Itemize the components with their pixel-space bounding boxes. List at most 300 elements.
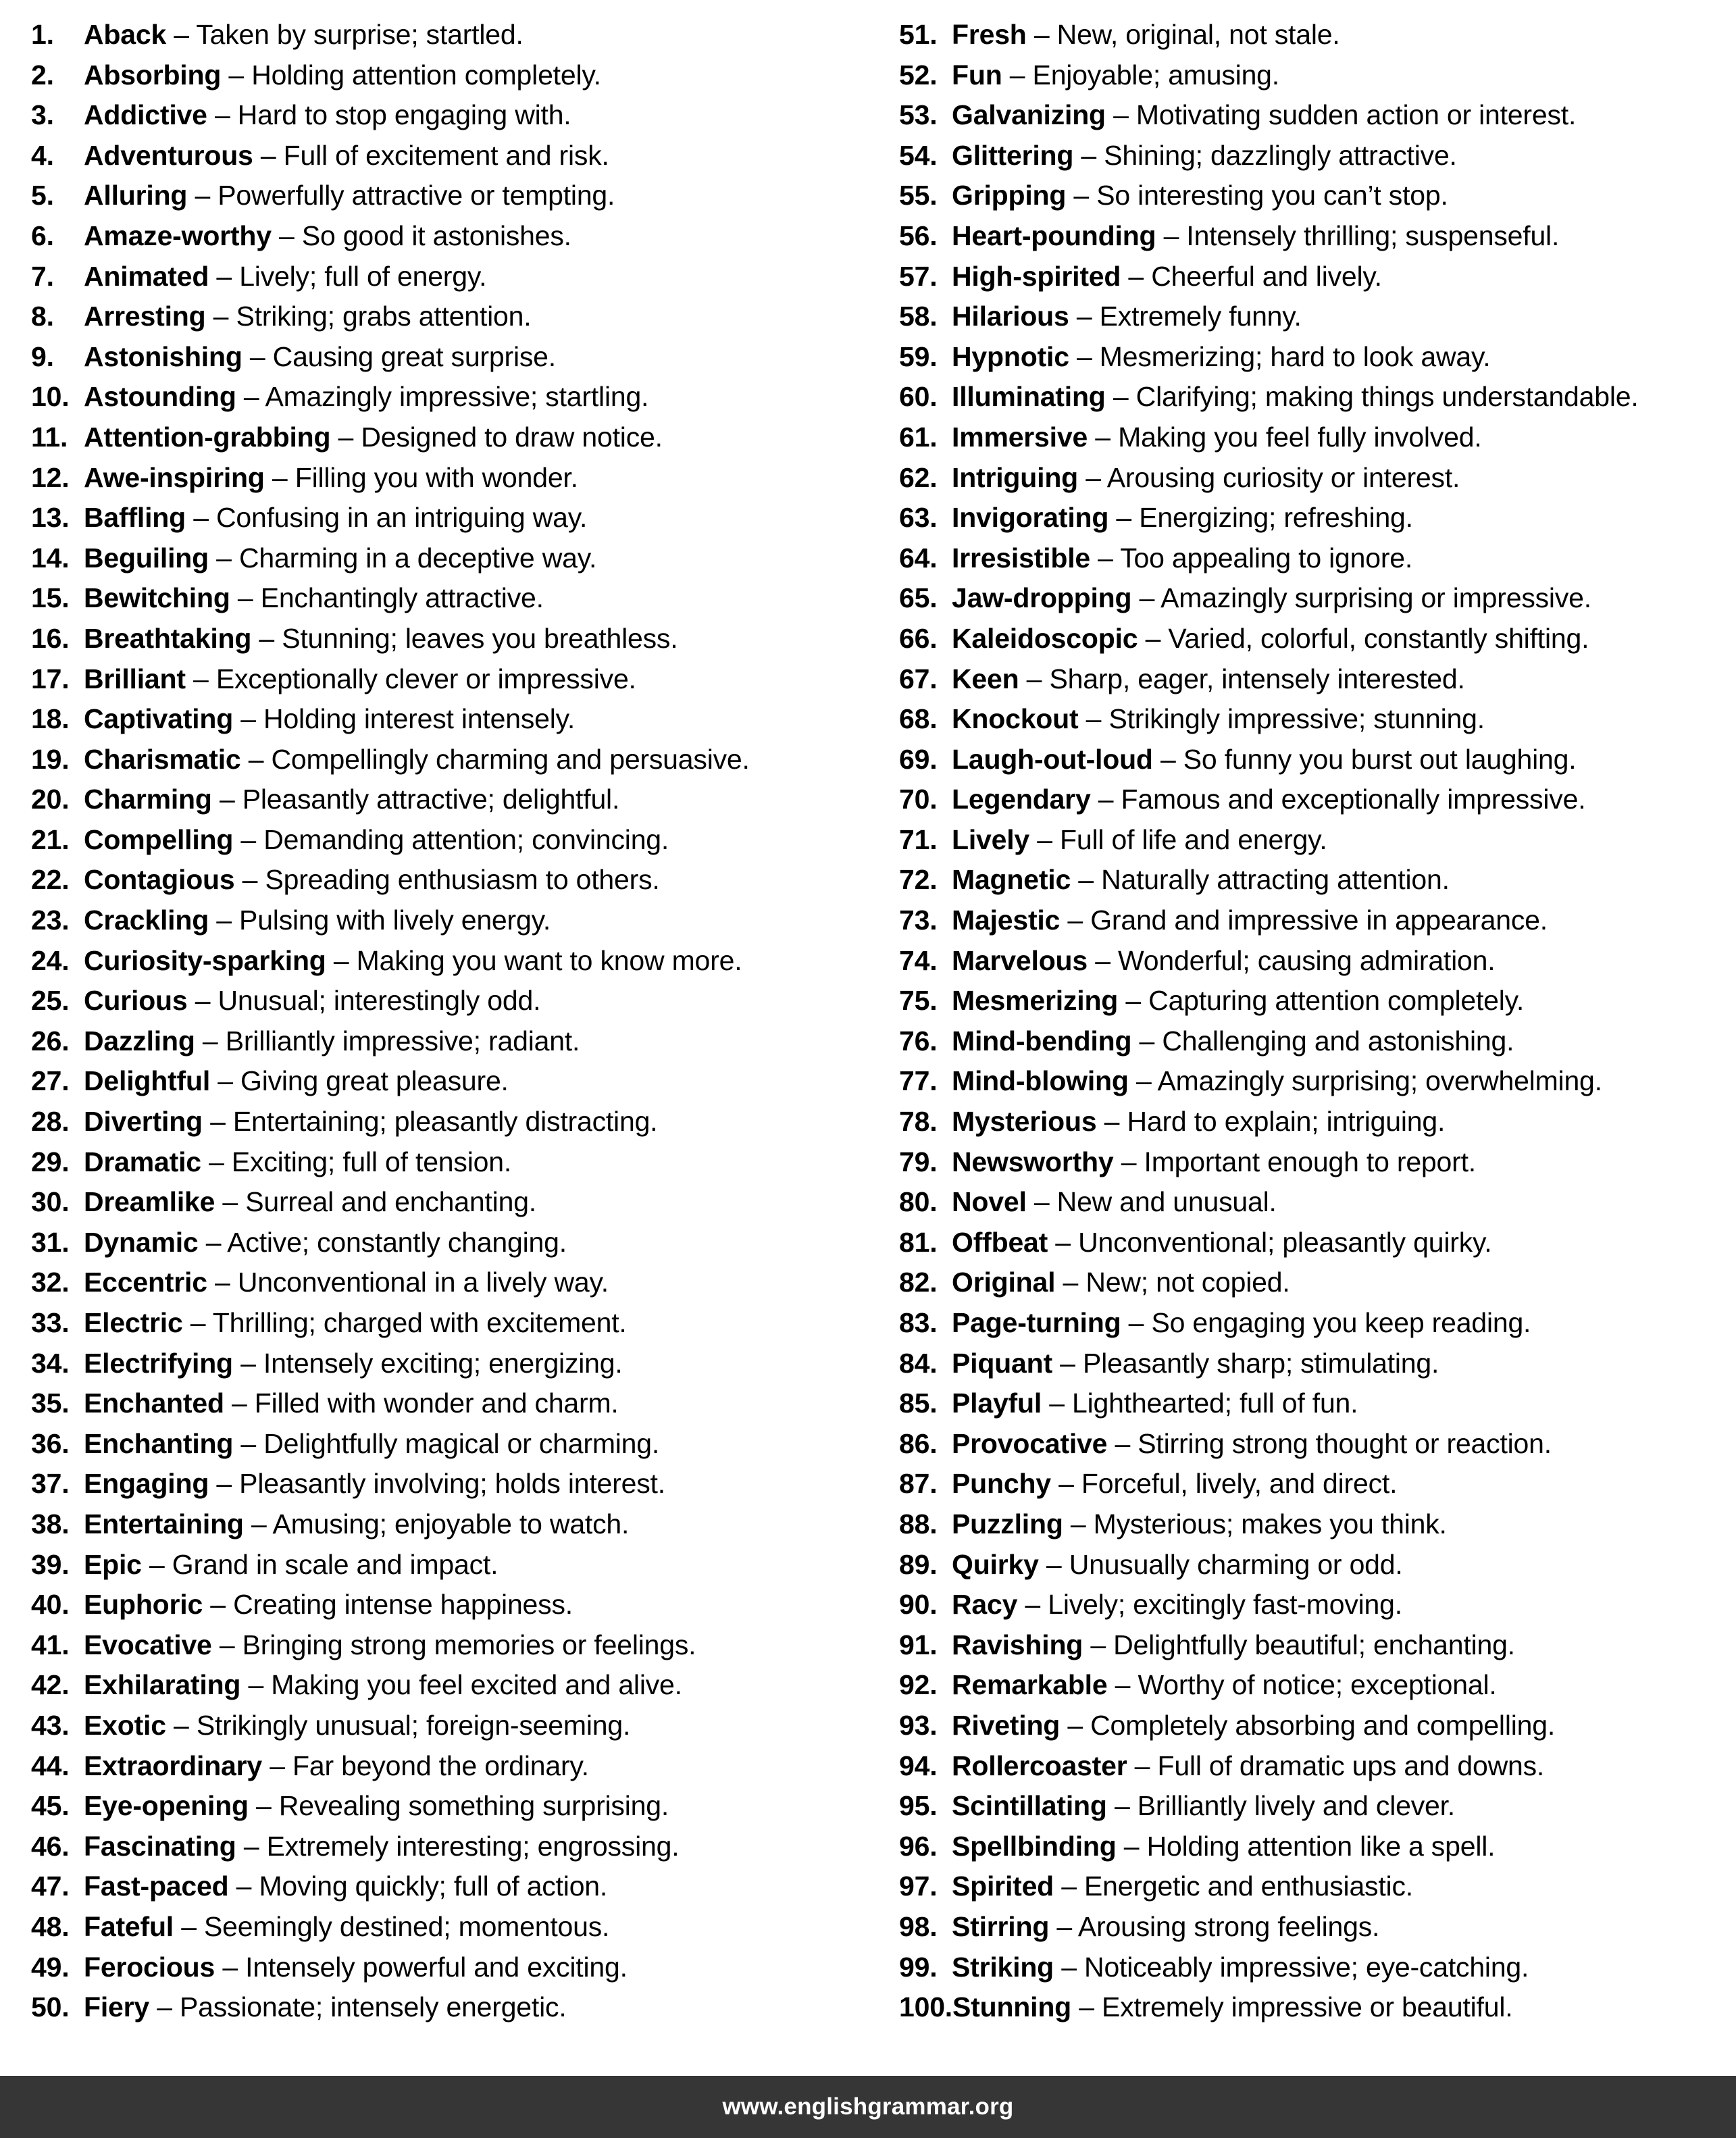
list-item-dash: – bbox=[207, 99, 238, 131]
list-item-dash: – bbox=[1069, 301, 1100, 332]
list-item-definition: Taken by surprise; startled. bbox=[196, 19, 524, 50]
list-item-definition: Cheerful and lively. bbox=[1151, 260, 1382, 292]
list-item-word: Jaw-dropping bbox=[952, 582, 1132, 614]
list-item-body bbox=[952, 740, 1576, 780]
list-item-word: Spellbinding bbox=[952, 1830, 1117, 1862]
list-item bbox=[31, 1907, 861, 1948]
list-item-body bbox=[84, 699, 575, 740]
list-item-definition: Bringing strong memories or feelings. bbox=[242, 1629, 696, 1660]
list-item bbox=[31, 619, 861, 659]
list-item-dash: – bbox=[1073, 139, 1104, 171]
list-item-number: 51. bbox=[899, 19, 938, 50]
list-item-word: Knockout bbox=[952, 703, 1079, 735]
list-item-dash: – bbox=[1083, 1629, 1114, 1660]
list-item-definition: Creating intense happiness. bbox=[233, 1589, 573, 1621]
list-item-body bbox=[84, 1907, 609, 1948]
list-item-number: 80. bbox=[899, 1186, 938, 1218]
list-item bbox=[31, 1263, 861, 1303]
list-item-number: 3. bbox=[31, 99, 54, 131]
list-item-dash: – bbox=[1106, 1790, 1138, 1822]
list-item bbox=[31, 1303, 861, 1344]
list-item-body bbox=[84, 780, 619, 820]
list-item-dash: – bbox=[207, 1267, 238, 1298]
list-item-word: Quirky bbox=[952, 1548, 1039, 1580]
list-item-number: 96. bbox=[899, 1830, 938, 1862]
list-item bbox=[899, 1504, 1729, 1545]
list-item bbox=[899, 780, 1729, 820]
list-item-definition: Delightfully beautiful; enchanting. bbox=[1113, 1629, 1515, 1660]
list-item-body bbox=[84, 1061, 509, 1102]
list-item-definition: Hard to explain; intriguing. bbox=[1127, 1106, 1446, 1138]
list-item-dash: – bbox=[1138, 622, 1169, 654]
list-item-definition: Full of life and energy. bbox=[1060, 823, 1327, 855]
list-item-word: Intriguing bbox=[952, 461, 1079, 493]
list-item-number: 85. bbox=[899, 1388, 938, 1419]
list-item-number: 23. bbox=[31, 905, 70, 936]
list-item bbox=[899, 136, 1729, 176]
list-item-dash: – bbox=[149, 1991, 180, 2023]
list-item-dash: – bbox=[208, 542, 239, 574]
list-item-dash: – bbox=[1019, 663, 1050, 694]
list-item bbox=[31, 780, 861, 820]
list-item bbox=[899, 699, 1729, 740]
list-item-word: Legendary bbox=[952, 784, 1091, 815]
list-item-number: 100. bbox=[899, 1991, 952, 2023]
list-item-number: 98. bbox=[899, 1910, 938, 1942]
list-item-word: Kaleidoscopic bbox=[952, 622, 1138, 654]
list-item-number: 86. bbox=[899, 1427, 938, 1459]
list-item-dash: – bbox=[330, 421, 361, 453]
list-item bbox=[31, 257, 861, 297]
list-item-number: 13. bbox=[31, 502, 70, 534]
list-item bbox=[899, 257, 1729, 297]
list-item-dash: – bbox=[1038, 1548, 1069, 1580]
list-item-number: 19. bbox=[31, 743, 70, 775]
list-item bbox=[31, 1866, 861, 1907]
list-item-definition: Making you feel excited and alive. bbox=[271, 1669, 682, 1701]
list-item-dash: – bbox=[242, 340, 273, 372]
list-item-word: Exhilarating bbox=[84, 1669, 241, 1701]
list-item bbox=[899, 1907, 1729, 1948]
list-item-word: Original bbox=[952, 1267, 1056, 1298]
list-item bbox=[899, 740, 1729, 780]
list-item bbox=[899, 1625, 1729, 1666]
list-item-number: 27. bbox=[31, 1065, 70, 1097]
list-item-word: Contagious bbox=[84, 864, 235, 896]
list-item-definition: Charming in a deceptive way. bbox=[238, 542, 597, 574]
list-item-word: Novel bbox=[952, 1186, 1027, 1218]
list-item-word: Animated bbox=[84, 260, 209, 292]
list-item-definition: Seemingly destined; momentous. bbox=[204, 1910, 610, 1942]
list-item-body bbox=[84, 1464, 665, 1504]
list-item bbox=[899, 1424, 1729, 1465]
list-item-word: Ravishing bbox=[952, 1629, 1083, 1660]
list-item-word: Dynamic bbox=[84, 1226, 199, 1258]
list-item-word: Charismatic bbox=[84, 743, 241, 775]
list-item-dash: – bbox=[262, 1750, 293, 1781]
list-item-word: Euphoric bbox=[84, 1589, 203, 1621]
list-item bbox=[31, 176, 861, 216]
list-item bbox=[899, 981, 1729, 1021]
list-item bbox=[31, 1102, 861, 1142]
list-item-word: Riveting bbox=[952, 1709, 1061, 1741]
list-item-dash: – bbox=[1090, 784, 1121, 815]
list-item bbox=[31, 659, 861, 700]
list-item-definition: Full of excitement and risk. bbox=[283, 139, 609, 171]
list-item-word: Alluring bbox=[84, 180, 188, 211]
list-item-definition: Compellingly charming and persuasive. bbox=[271, 743, 750, 775]
list-item-body bbox=[952, 417, 1482, 458]
list-item-number: 66. bbox=[899, 622, 938, 654]
list-item-definition: Naturally attracting attention. bbox=[1101, 864, 1450, 896]
list-item bbox=[899, 1223, 1729, 1263]
list-item-number: 44. bbox=[31, 1750, 70, 1781]
list-item-number: 41. bbox=[31, 1629, 70, 1660]
list-item-body bbox=[84, 1344, 623, 1384]
list-item-body bbox=[952, 1504, 1447, 1545]
list-item-body bbox=[84, 1585, 573, 1625]
list-item-word: Adventurous bbox=[84, 139, 253, 171]
list-item-definition: Lively; excitingly fast-moving. bbox=[1048, 1589, 1402, 1621]
list-item-dash: – bbox=[209, 905, 240, 936]
list-item-word: Epic bbox=[84, 1548, 142, 1580]
list-item-definition: Energizing; refreshing. bbox=[1139, 502, 1413, 534]
list-item-word: Attention-grabbing bbox=[84, 421, 331, 453]
list-item-number: 62. bbox=[899, 461, 938, 493]
list-item-definition: Amazingly surprising; overwhelming. bbox=[1157, 1065, 1602, 1097]
list-item-body bbox=[952, 860, 1450, 900]
list-item bbox=[899, 1464, 1729, 1504]
list-item-body bbox=[952, 659, 1465, 700]
list-item-word: Enchanting bbox=[84, 1427, 234, 1459]
list-item-number: 7. bbox=[31, 260, 54, 292]
list-item-number: 72. bbox=[899, 864, 938, 896]
list-item-body bbox=[84, 1383, 619, 1424]
list-item-definition: Grand and impressive in appearance. bbox=[1090, 905, 1548, 936]
list-item-number: 69. bbox=[899, 743, 938, 775]
list-item-dash: – bbox=[233, 703, 264, 735]
list-item-dash: – bbox=[141, 1548, 172, 1580]
list-item-definition: Full of dramatic ups and downs. bbox=[1157, 1750, 1545, 1781]
list-item-definition: Amazingly surprising or impressive. bbox=[1160, 582, 1591, 614]
list-item-definition: Stunning; leaves you breathless. bbox=[282, 622, 678, 654]
list-item-body bbox=[952, 1344, 1439, 1384]
list-item-body bbox=[84, 1424, 659, 1465]
list-item-definition: Extremely funny. bbox=[1099, 301, 1302, 332]
list-item bbox=[899, 1948, 1729, 1988]
list-item-dash: – bbox=[251, 622, 282, 654]
list-item-word: Bewitching bbox=[84, 582, 230, 614]
list-item-dash: – bbox=[264, 461, 295, 493]
list-item-dash: – bbox=[1017, 1589, 1048, 1621]
list-item bbox=[899, 820, 1729, 861]
list-item-dash: – bbox=[230, 582, 261, 614]
list-item bbox=[31, 820, 861, 861]
list-item-number: 10. bbox=[31, 381, 70, 413]
list-item-dash: – bbox=[1118, 985, 1149, 1017]
list-item bbox=[31, 1021, 861, 1062]
list-item-definition: Revealing something surprising. bbox=[278, 1790, 669, 1822]
list-item-definition: Lighthearted; full of fun. bbox=[1072, 1388, 1358, 1419]
list-item-definition: Brilliantly lively and clever. bbox=[1137, 1790, 1455, 1822]
list-item-word: Hilarious bbox=[952, 301, 1069, 332]
list-item-dash: – bbox=[224, 1388, 255, 1419]
list-item-number: 31. bbox=[31, 1226, 70, 1258]
list-item-word: Page-turning bbox=[952, 1307, 1121, 1338]
list-item-definition: Unusual; interestingly odd. bbox=[218, 985, 541, 1017]
list-item-word: Fascinating bbox=[84, 1830, 236, 1862]
list-item-body bbox=[84, 417, 663, 458]
list-item-body bbox=[84, 1182, 536, 1223]
list-item-word: Diverting bbox=[84, 1106, 203, 1138]
list-item-definition: Amazingly impressive; startling. bbox=[265, 381, 649, 413]
list-item-body bbox=[952, 578, 1591, 619]
list-item-dash: – bbox=[253, 139, 284, 171]
list-item-body bbox=[84, 458, 578, 499]
list-item-number: 89. bbox=[899, 1548, 938, 1580]
list-item bbox=[31, 1746, 861, 1787]
list-item-dash: – bbox=[1029, 823, 1061, 855]
list-item-number: 64. bbox=[899, 542, 938, 574]
list-item-body bbox=[84, 257, 486, 297]
list-item bbox=[31, 377, 861, 417]
list-item-dash: – bbox=[1055, 1267, 1086, 1298]
list-item bbox=[899, 377, 1729, 417]
list-item-word: Spirited bbox=[952, 1870, 1054, 1902]
list-item-definition: Stirring strong thought or reaction. bbox=[1138, 1427, 1552, 1459]
list-item-number: 9. bbox=[31, 340, 54, 372]
list-item-body bbox=[952, 941, 1495, 982]
list-item-dash: – bbox=[1078, 703, 1109, 735]
list-item-definition: Shining; dazzlingly attractive. bbox=[1104, 139, 1457, 171]
list-item-body bbox=[952, 1383, 1358, 1424]
list-item-body bbox=[84, 377, 648, 417]
list-item-body bbox=[84, 1827, 679, 1867]
list-item-dash: – bbox=[240, 1669, 272, 1701]
list-item-dash: – bbox=[203, 1589, 234, 1621]
list-item-number: 91. bbox=[899, 1629, 938, 1660]
list-item-word: Astounding bbox=[84, 381, 236, 413]
list-item-word: Engaging bbox=[84, 1468, 209, 1500]
list-item bbox=[31, 1464, 861, 1504]
list-item-number: 77. bbox=[899, 1065, 938, 1097]
list-item-number: 83. bbox=[899, 1307, 938, 1338]
list-item-word: Newsworthy bbox=[952, 1146, 1114, 1177]
list-item-number: 36. bbox=[31, 1427, 70, 1459]
list-item-word: Arresting bbox=[84, 301, 206, 332]
list-item-word: Absorbing bbox=[84, 59, 222, 91]
list-item bbox=[899, 900, 1729, 941]
list-item-definition: Pleasantly sharp; stimulating. bbox=[1082, 1347, 1439, 1379]
list-item bbox=[31, 981, 861, 1021]
list-item-word: Fun bbox=[952, 59, 1002, 91]
list-item-definition: Wonderful; causing admiration. bbox=[1118, 944, 1496, 976]
list-item-word: Exotic bbox=[84, 1709, 166, 1741]
list-item-dash: – bbox=[1105, 381, 1136, 413]
list-item-dash: – bbox=[1096, 1106, 1127, 1138]
list-item-body bbox=[84, 1786, 669, 1827]
list-item-number: 55. bbox=[899, 180, 938, 211]
list-item-definition: Far beyond the ordinary. bbox=[292, 1750, 589, 1781]
list-item bbox=[31, 1182, 861, 1223]
list-item-word: Stirring bbox=[952, 1910, 1050, 1942]
list-item-body bbox=[952, 1061, 1602, 1102]
list-item-body bbox=[84, 619, 678, 659]
list-item-dash: – bbox=[228, 1870, 259, 1902]
list-item-body bbox=[952, 15, 1340, 55]
list-item-dash: – bbox=[211, 784, 242, 815]
list-item bbox=[899, 1102, 1729, 1142]
list-item bbox=[31, 337, 861, 378]
list-item-dash: – bbox=[1113, 1146, 1144, 1177]
list-item-dash: – bbox=[215, 1951, 246, 1983]
list-item-word: Fast-paced bbox=[84, 1870, 229, 1902]
list-item-word: Fateful bbox=[84, 1910, 174, 1942]
list-item-definition: Grand in scale and impact. bbox=[172, 1548, 499, 1580]
list-item-dash: – bbox=[1026, 1186, 1057, 1218]
list-item-number: 33. bbox=[31, 1307, 70, 1338]
list-item bbox=[899, 1545, 1729, 1585]
list-item-dash: – bbox=[1108, 502, 1140, 534]
list-item-body bbox=[952, 1585, 1402, 1625]
list-item-definition: Enchantingly attractive. bbox=[260, 582, 544, 614]
list-item-dash: – bbox=[1060, 905, 1091, 936]
list-item bbox=[31, 1665, 861, 1706]
list-item-dash: – bbox=[187, 180, 218, 211]
list-item-body bbox=[952, 1182, 1277, 1223]
list-item-definition: Unconventional in a lively way. bbox=[237, 1267, 609, 1298]
list-item-dash: – bbox=[1107, 1669, 1138, 1701]
list-item-number: 12. bbox=[31, 461, 70, 493]
list-item-definition: Noticeably impressive; eye-catching. bbox=[1084, 1951, 1529, 1983]
list-item bbox=[31, 1344, 861, 1384]
list-item-number: 82. bbox=[899, 1267, 938, 1298]
list-item-word: Electrifying bbox=[84, 1347, 233, 1379]
list-item-body bbox=[952, 1746, 1544, 1787]
list-item-dash: – bbox=[195, 1025, 226, 1057]
list-item bbox=[31, 1786, 861, 1827]
list-item-dash: – bbox=[240, 743, 272, 775]
list-item-word: Majestic bbox=[952, 905, 1061, 936]
list-item-number: 88. bbox=[899, 1508, 938, 1539]
list-item bbox=[31, 55, 861, 96]
list-item-number: 30. bbox=[31, 1186, 70, 1218]
list-item-number: 53. bbox=[899, 99, 938, 131]
list-item-definition: Delightfully magical or charming. bbox=[263, 1427, 660, 1459]
list-item-dash: – bbox=[1060, 1709, 1091, 1741]
list-item-body bbox=[952, 176, 1448, 216]
list-item bbox=[899, 1142, 1729, 1183]
list-item-word: Puzzling bbox=[952, 1508, 1063, 1539]
list-item-dash: – bbox=[165, 1709, 197, 1741]
list-item-word: Delightful bbox=[84, 1065, 211, 1097]
list-item-word: High-spirited bbox=[952, 260, 1121, 292]
list-item-definition: Thrilling; charged with excitement. bbox=[212, 1307, 627, 1338]
list-item-body bbox=[952, 1625, 1515, 1666]
list-item-dash: – bbox=[243, 1508, 273, 1539]
list-item-body bbox=[952, 1866, 1413, 1907]
list-item-word: Captivating bbox=[84, 703, 234, 735]
list-item-dash: – bbox=[185, 663, 216, 694]
list-item-number: 15. bbox=[31, 582, 70, 614]
list-item-word: Evocative bbox=[84, 1629, 212, 1660]
list-item-body bbox=[84, 1866, 607, 1907]
list-item-body bbox=[952, 458, 1460, 499]
list-item bbox=[31, 538, 861, 579]
list-item-definition: Powerfully attractive or tempting. bbox=[218, 180, 615, 211]
list-item-definition: Surreal and enchanting. bbox=[245, 1186, 536, 1218]
list-item-number: 60. bbox=[899, 381, 938, 413]
list-item-number: 21. bbox=[31, 823, 70, 855]
list-item-word: Mysterious bbox=[952, 1106, 1097, 1138]
list-item bbox=[31, 1223, 861, 1263]
list-item-definition: Pleasantly involving; holds interest. bbox=[239, 1468, 665, 1500]
list-item-body bbox=[952, 1786, 1455, 1827]
list-item-word: Curiosity-sparking bbox=[84, 944, 326, 976]
list-item bbox=[899, 1182, 1729, 1223]
list-item-dash: – bbox=[1078, 461, 1107, 493]
list-item-number: 92. bbox=[899, 1669, 938, 1701]
list-item-body bbox=[952, 1948, 1529, 1988]
list-item-definition: Worthy of notice; exceptional. bbox=[1138, 1669, 1497, 1701]
list-item-body bbox=[952, 1464, 1397, 1504]
list-item-definition: Intensely thrilling; suspenseful. bbox=[1186, 220, 1560, 251]
list-item bbox=[899, 417, 1729, 458]
list-item-definition: Passionate; intensely energetic. bbox=[180, 1991, 567, 2023]
list-item-dash: – bbox=[174, 1910, 204, 1942]
list-item-dash: – bbox=[221, 59, 252, 91]
list-item-definition: Clarifying; making things understandable. bbox=[1135, 381, 1639, 413]
list-item-dash: – bbox=[1049, 1910, 1078, 1942]
list-item-dash: – bbox=[205, 301, 236, 332]
list-item-word: Rollercoaster bbox=[952, 1750, 1127, 1781]
list-item-number: 42. bbox=[31, 1669, 70, 1701]
list-item-dash: – bbox=[198, 1226, 228, 1258]
footer-site-url: www.englishgrammar.org bbox=[722, 2093, 1014, 2120]
list-item-definition: New, original, not stale. bbox=[1056, 19, 1340, 50]
list-item-body bbox=[84, 55, 601, 96]
list-item bbox=[31, 578, 861, 619]
list-item-body bbox=[84, 1545, 498, 1585]
list-item-definition: Holding interest intensely. bbox=[263, 703, 576, 735]
list-item bbox=[31, 216, 861, 257]
list-item-dash: – bbox=[1090, 542, 1121, 574]
list-item-number: 22. bbox=[31, 864, 70, 896]
list-item-dash: – bbox=[1069, 340, 1100, 372]
list-item-number: 52. bbox=[899, 59, 938, 91]
list-item-number: 35. bbox=[31, 1388, 70, 1419]
list-item-word: Lively bbox=[952, 823, 1030, 855]
list-item-body bbox=[952, 498, 1413, 538]
list-item-definition: Sharp, eager, intensely interested. bbox=[1049, 663, 1465, 694]
list-item-body bbox=[84, 1142, 511, 1183]
list-item-word: Galvanizing bbox=[952, 99, 1106, 131]
list-item-word: Astonishing bbox=[84, 340, 242, 372]
list-item-body bbox=[84, 1948, 628, 1988]
list-item-body bbox=[952, 619, 1589, 659]
list-item-number: 18. bbox=[31, 703, 70, 735]
list-item-word: Laugh-out-loud bbox=[952, 743, 1153, 775]
list-item-word: Playful bbox=[952, 1388, 1042, 1419]
list-item-definition: New; not copied. bbox=[1086, 1267, 1290, 1298]
list-item-word: Eccentric bbox=[84, 1267, 207, 1298]
list-item bbox=[899, 860, 1729, 900]
list-item-definition: Giving great pleasure. bbox=[240, 1065, 509, 1097]
list-item bbox=[899, 1061, 1729, 1102]
list-item-body bbox=[952, 337, 1490, 378]
list-item bbox=[899, 337, 1729, 378]
list-item-dash: – bbox=[1105, 99, 1136, 131]
